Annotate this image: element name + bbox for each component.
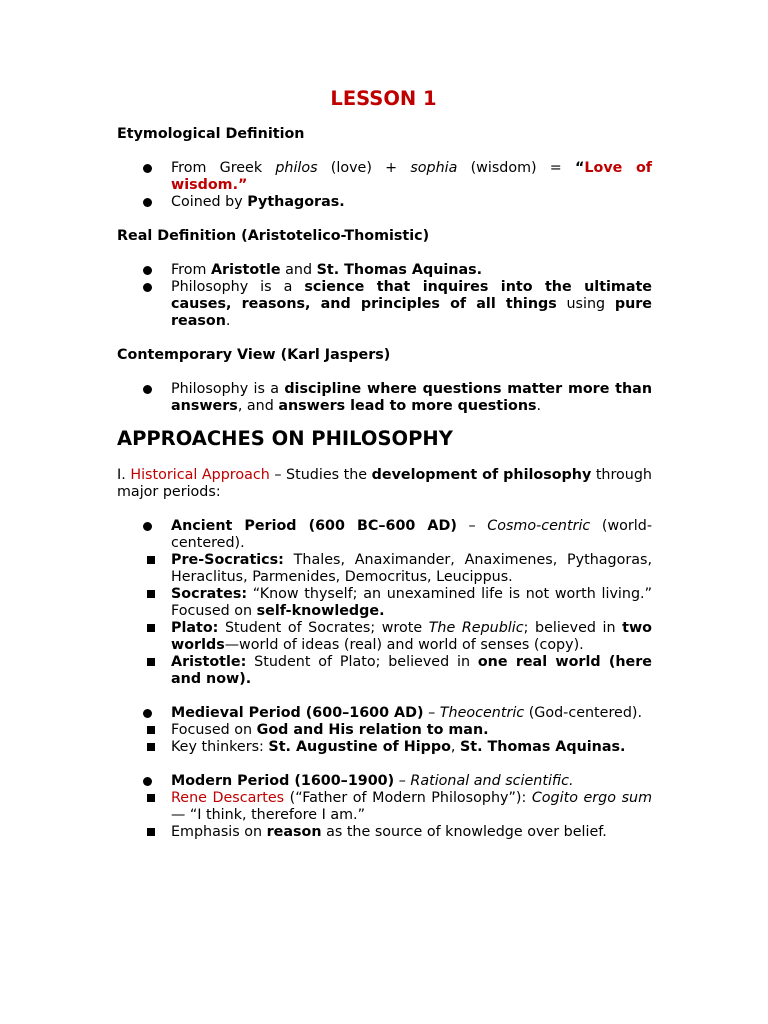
italic-text: Cosmo-centric <box>487 518 591 534</box>
text: Focused on <box>171 722 257 738</box>
bold-text: two worlds <box>171 620 652 653</box>
pure-reason: pure reason <box>171 296 653 329</box>
real-definition-list <box>117 262 652 330</box>
medieval-sublist <box>144 722 652 756</box>
text: , and <box>237 398 279 414</box>
italic-text: Theocentric <box>439 705 525 721</box>
sub-item-thinkers <box>144 739 652 756</box>
list-item <box>117 160 652 194</box>
bold-text: self-knowledge. <box>256 603 385 619</box>
approaches-heading: APPROACHES ON PHILOSOPHY <box>117 427 453 450</box>
real-definition-heading: Real Definition (Aristotelico-Thomistic) <box>117 228 430 244</box>
sub-label: Plato: <box>171 620 219 636</box>
period-modern <box>117 773 652 841</box>
name-aquinas: St. Thomas Aquinas. <box>316 262 483 278</box>
term-philos: philos <box>275 160 318 176</box>
contemporary-list <box>117 381 652 415</box>
sub-label: Socrates: <box>171 586 248 602</box>
sub-label: Pre-Socratics: <box>171 552 284 568</box>
list-item <box>117 194 652 211</box>
quote-mark: “ <box>574 160 585 176</box>
text: and <box>280 262 317 278</box>
text: Emphasis on <box>171 824 267 840</box>
bold-text: answers lead to more questions <box>278 398 537 414</box>
sub-item-plato <box>144 620 652 654</box>
name-pythagoras: Pythagoras. <box>247 194 345 210</box>
bold-text: one real world (here and now). <box>171 654 652 687</box>
period-label: Ancient Period (600 BC–600 AD) <box>171 518 457 534</box>
text: (world-centered). <box>171 518 652 551</box>
bold-text: St. Thomas Aquinas. <box>459 739 626 755</box>
period-label: Modern Period (1600–1900) <box>171 773 395 789</box>
text: – Studies the <box>269 467 372 483</box>
bold-text: development of philosophy <box>371 467 592 483</box>
document-page <box>117 88 652 841</box>
text: using <box>556 296 615 312</box>
bold-text: reason <box>266 824 322 840</box>
historical-approach-intro <box>117 467 652 501</box>
text: “Know thyself; an unexamined life is not worth living.” Focused on <box>171 586 652 619</box>
text: Student of Socrates; wrote <box>218 620 429 636</box>
text: (“Father of Modern Philosophy”): <box>284 790 532 806</box>
etymological-heading: Etymological Definition <box>117 126 305 142</box>
text: – <box>456 518 488 534</box>
definition-bold: science that inquires into the ultimate causes, reasons, and principles of all things <box>171 279 653 312</box>
text: I. <box>117 467 131 483</box>
text: ; believed in <box>523 620 623 636</box>
text: (love) + <box>317 160 411 176</box>
text: Coined by <box>171 194 248 210</box>
text: – <box>394 773 411 789</box>
love-of-wisdom: Love of wisdom. <box>171 160 653 193</box>
text: through major periods: <box>117 467 652 500</box>
sub-item-reason <box>144 824 652 841</box>
etymological-list <box>117 160 652 211</box>
sub-label: Aristotle: <box>171 654 247 670</box>
text: — “I think, therefore I am.” <box>171 807 365 823</box>
italic-text: Rational and scientific. <box>410 773 574 789</box>
text: Student of Plato; believed in <box>246 654 478 670</box>
text: – <box>423 705 440 721</box>
list-item <box>117 279 652 330</box>
text: From <box>171 262 211 278</box>
text: (wisdom) = <box>457 160 575 176</box>
sub-item-descartes <box>144 790 652 824</box>
quote-mark: ” <box>238 177 248 193</box>
text: Philosophy is a <box>171 381 285 397</box>
name-descartes: Rene Descartes <box>171 790 285 806</box>
list-item <box>117 381 652 415</box>
bold-text: God and His relation to man. <box>256 722 489 738</box>
period-label: Medieval Period (600–1600 AD) <box>171 705 424 721</box>
italic-text: The Republic <box>428 620 524 636</box>
sub-item-pre-socratics <box>144 552 652 586</box>
text: Key thinkers: <box>171 739 269 755</box>
bold-text: St. Augustine of Hippo <box>268 739 451 755</box>
contemporary-heading: Contemporary View (Karl Jaspers) <box>117 347 391 363</box>
bold-text: discipline where questions matter more than answers <box>171 381 652 414</box>
text: Thales, Anaximander, Anaximenes, Pythagoras, Heraclitus, Parmenides, Democritus, Leucippus. <box>171 552 652 585</box>
lesson-title: LESSON 1 <box>330 87 437 110</box>
text: From Greek <box>171 160 276 176</box>
historical-approach-label: Historical Approach <box>130 467 270 483</box>
list-item <box>117 262 652 279</box>
text: . <box>536 398 542 414</box>
period-medieval <box>117 705 652 756</box>
periods-list <box>117 518 652 841</box>
period-ancient <box>117 518 652 688</box>
ancient-sublist <box>144 552 652 688</box>
text: (God-centered). <box>524 705 643 721</box>
sub-item-aristotle <box>144 654 652 688</box>
modern-sublist <box>144 790 652 841</box>
text: , <box>450 739 460 755</box>
italic-text: Cogito ergo sum <box>531 790 652 806</box>
text: —world of ideas (real) and world of senses (copy). <box>224 637 584 653</box>
text: Philosophy is a <box>171 279 305 295</box>
name-aristotle: Aristotle <box>210 262 281 278</box>
term-sophia: sophia <box>410 160 458 176</box>
text: . <box>225 313 231 329</box>
sub-item-focus <box>144 722 652 739</box>
sub-item-socrates <box>144 586 652 620</box>
text: as the source of knowledge over belief. <box>321 824 607 840</box>
